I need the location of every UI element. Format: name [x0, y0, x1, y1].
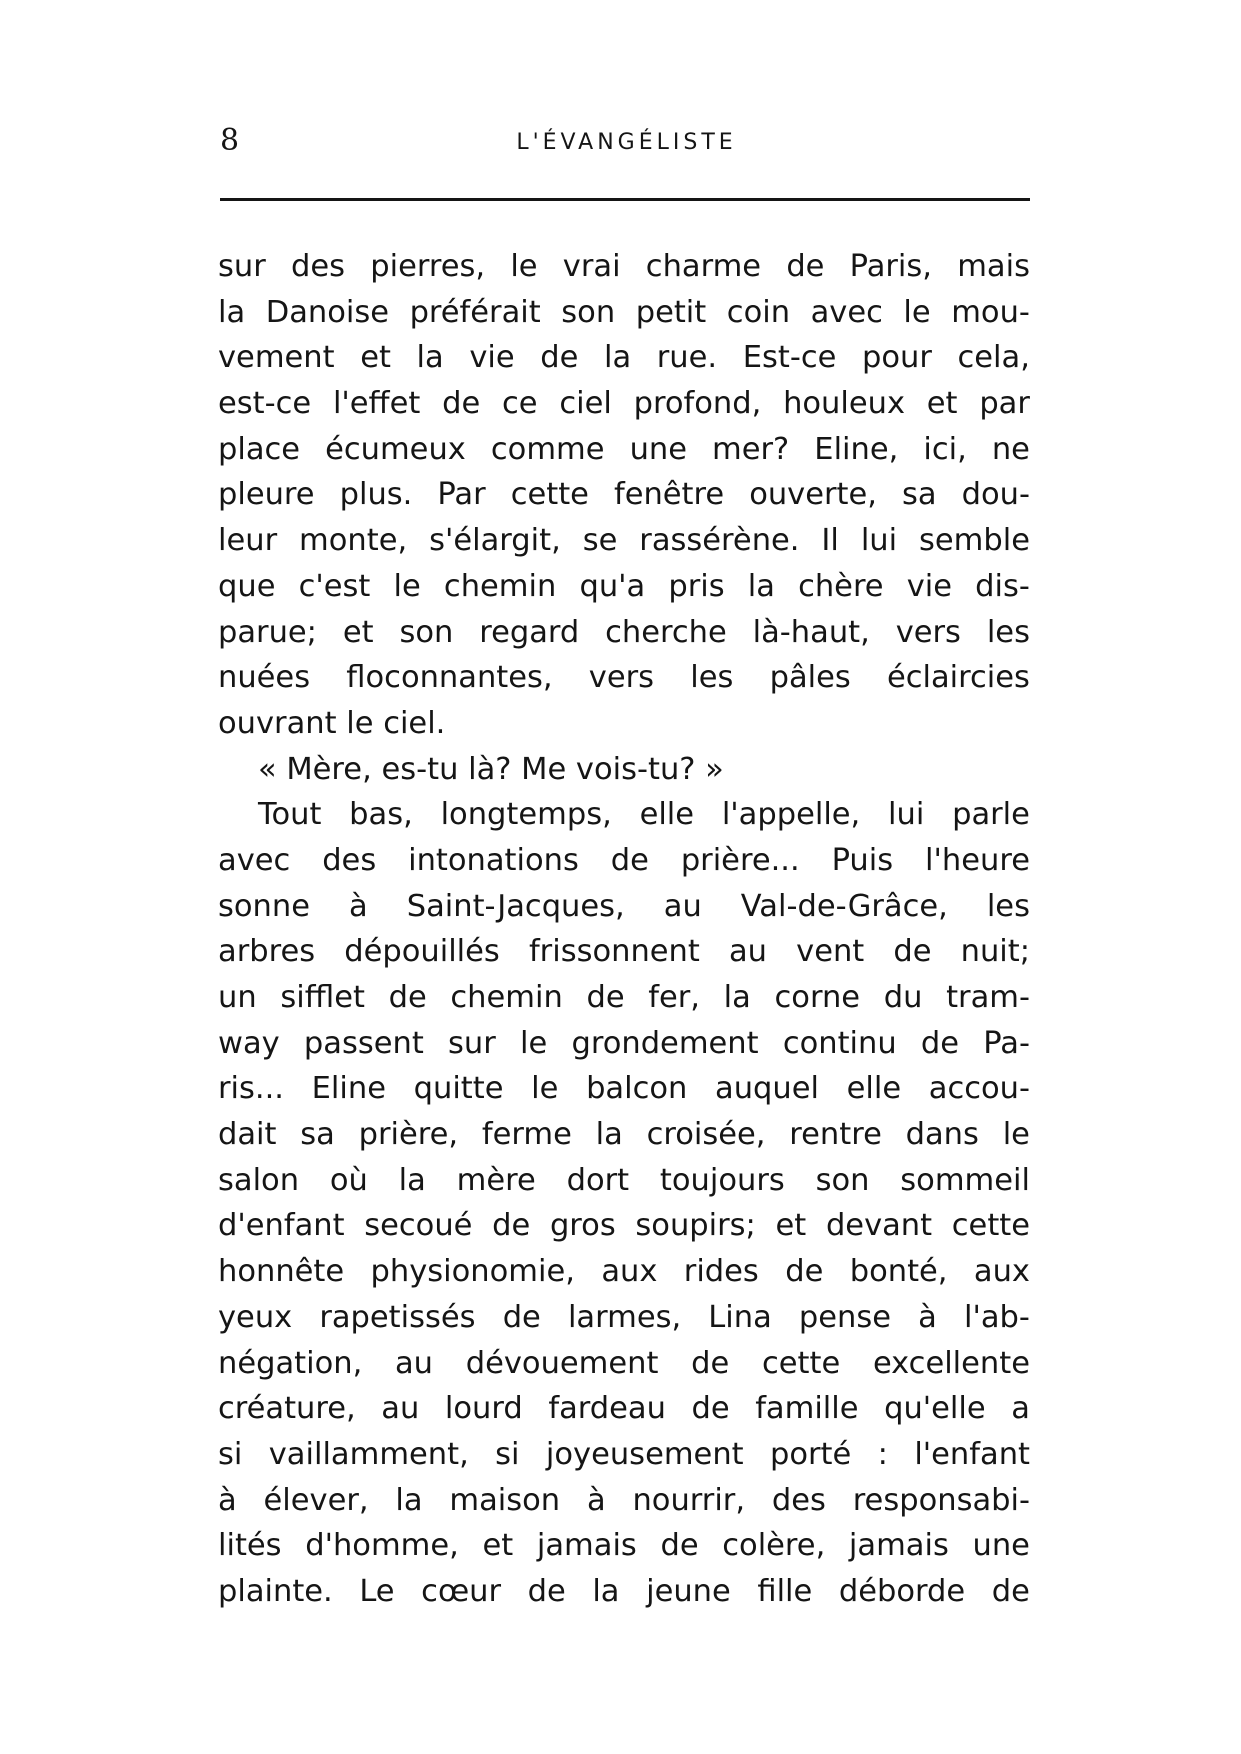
text-line: d'enfant secoué de gros soupirs; et devant cette: [218, 1208, 1030, 1244]
text-line: honnête physionomie, aux rides de bonté, aux: [218, 1254, 1030, 1290]
text-line: salon où la mère dort toujours son sommeil: [218, 1162, 1030, 1198]
text-line: way passent sur le grondement continu de Pa-: [218, 1025, 1030, 1061]
text-line: Tout bas, longtemps, elle l'appelle, lui parle: [258, 797, 1030, 833]
text-line: négation, au dévouement de cette excellente: [218, 1345, 1030, 1381]
text-line: si vaillamment, si joyeusement porté : l'enfant: [218, 1436, 1030, 1472]
text-line: à élever, la maison à nourrir, des responsabi-: [218, 1482, 1030, 1518]
text-line: ouvrant le ciel.: [218, 705, 446, 741]
text-line: que c'est le chemin qu'a pris la chère vie dis-: [218, 568, 1030, 604]
text-line: « Mère, es-tu là? Me vois-tu? »: [258, 751, 724, 787]
text-line: vement et la vie de la rue. Est-ce pour cela,: [218, 340, 1030, 376]
text-line: sur des pierres, le vrai charme de Paris, mais: [218, 249, 1030, 284]
text-line: yeux rapetissés de larmes, Lina pense à l'ab-: [218, 1299, 1030, 1335]
text-line: nuées floconnantes, vers les pâles éclaircies: [218, 660, 1030, 696]
text-line: pleure plus. Par cette fenêtre ouverte, sa dou-: [218, 477, 1030, 513]
running-head: L'ÉVANGÉLISTE: [516, 130, 737, 155]
text-line: place écumeux comme une mer? Eline, ici, ne: [218, 431, 1030, 467]
page-number: 8: [220, 123, 240, 158]
text-line: leur monte, s'élargit, se rassérène. Il lui semble: [218, 523, 1030, 559]
text-line: dait sa prière, ferme la croisée, rentre dans le: [218, 1117, 1030, 1153]
text-line: arbres dépouillés frissonnent au vent de nuit;: [218, 934, 1030, 970]
text-line: parue; et son regard cherche là-haut, vers les: [218, 614, 1030, 650]
text-line: avec des intonations de prière... Puis l'heure: [218, 842, 1030, 878]
text-line: lités d'homme, et jamais de colère, jamais une: [218, 1528, 1030, 1564]
text-line: créature, au lourd fardeau de famille qu'elle a: [218, 1391, 1030, 1427]
text-line: est-ce l'effet de ce ciel profond, houleux et par: [218, 386, 1030, 422]
body-text: [218, 244, 1030, 1615]
text-line: un sifflet de chemin de fer, la corne du tram-: [218, 980, 1030, 1015]
text-line: sonne à Saint-Jacques, au Val-de-Grâce, les: [218, 888, 1030, 924]
text-line: plainte. Le cœur de la jeune fille déborde de: [218, 1573, 1030, 1609]
text-line: ris... Eline quitte le balcon auquel elle accou-: [218, 1071, 1030, 1107]
text-line: la Danoise préférait son petit coin avec le mou-: [218, 294, 1030, 330]
header-rule: [220, 198, 1030, 201]
